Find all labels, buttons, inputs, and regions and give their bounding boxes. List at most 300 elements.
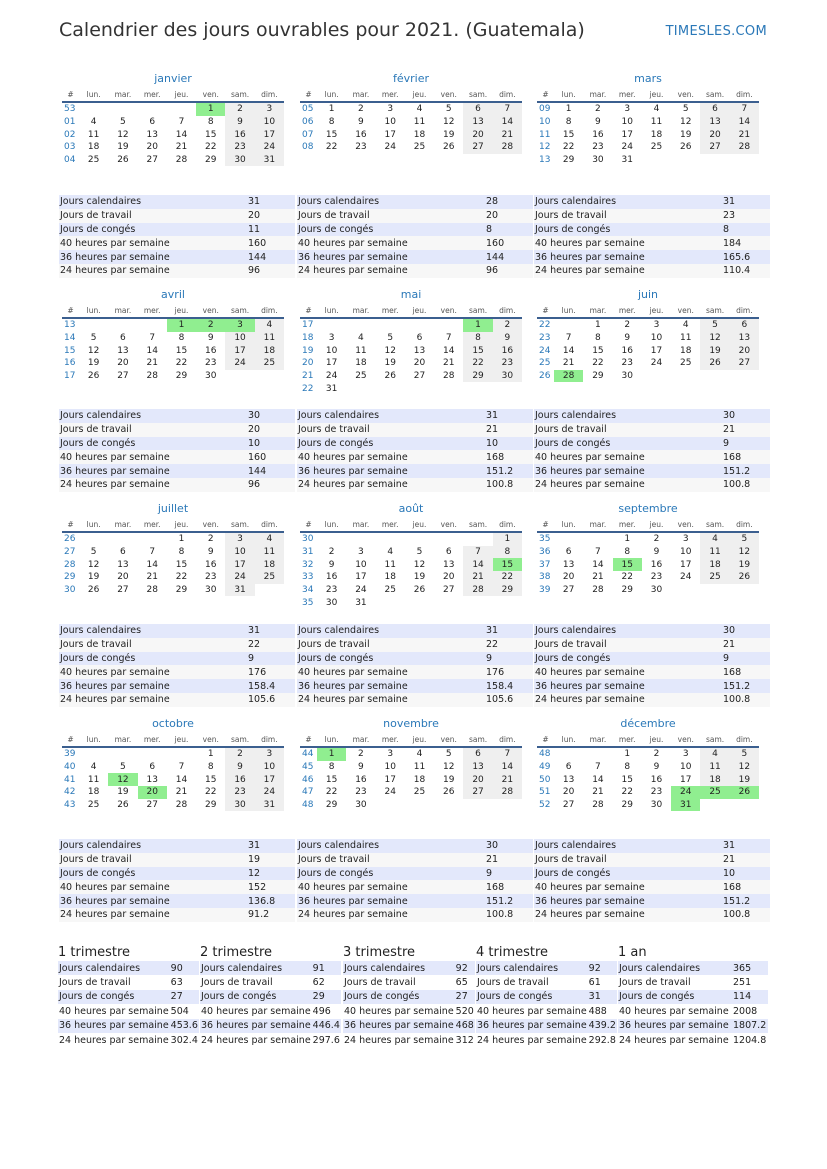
day-cell[interactable]: 23 [325,585,338,596]
day-cell[interactable]: 22 [562,142,575,153]
day-cell[interactable]: 17 [255,773,284,786]
day-cell[interactable]: 1 [317,747,346,761]
day-cell[interactable]: 29 [592,371,604,382]
day-cell[interactable]: 30 [493,370,522,383]
day-cell[interactable]: 16 [493,344,522,357]
day-cell[interactable]: 16 [205,559,217,570]
day-cell[interactable]: 22 [325,142,338,153]
day-cell[interactable]: 17 [355,572,367,583]
day-cell[interactable]: 12 [730,761,759,774]
day-cell[interactable]: 13 [463,761,492,774]
day-cell[interactable]: 10 [255,116,284,129]
day-cell[interactable]: 14 [493,761,522,774]
day-cell[interactable]: 18 [680,345,692,356]
day-cell[interactable]: 14 [592,774,604,785]
day-cell[interactable]: 24 [255,141,284,154]
day-cell[interactable]: 31 [225,584,254,597]
day-cell[interactable]: 8 [207,117,214,128]
day-cell[interactable]: 10 [384,117,396,128]
day-cell[interactable]: 9 [207,333,214,344]
day-cell[interactable]: 9 [328,559,335,570]
day-cell[interactable]: 4 [90,117,97,128]
day-cell[interactable]: 11 [255,332,284,345]
day-cell[interactable]: 29 [205,155,217,166]
day-cell[interactable]: 9 [653,547,660,558]
day-cell[interactable]: 1 [196,102,225,116]
day-cell[interactable]: 17 [384,774,396,785]
day-cell[interactable]: 15 [621,774,633,785]
day-cell[interactable]: 5 [445,749,452,760]
day-cell[interactable]: 25 [355,371,367,382]
day-cell[interactable]: 25 [87,800,100,811]
day-cell[interactable]: 10 [355,559,367,570]
day-cell[interactable]: 16 [650,559,663,570]
day-cell[interactable]: 25 [255,571,284,584]
day-cell[interactable]: 21 [146,572,158,583]
day-cell[interactable]: 7 [149,333,156,344]
day-cell[interactable]: 5 [120,117,126,128]
day-cell[interactable]: 18 [87,142,100,153]
day-cell[interactable]: 4 [416,104,423,115]
day-cell[interactable]: 29 [205,800,217,811]
day-cell[interactable]: 30 [225,154,254,167]
day-cell[interactable]: 24 [621,142,633,153]
day-cell[interactable]: 24 [680,572,692,583]
day-cell[interactable]: 2 [196,318,225,332]
day-cell[interactable]: 30 [621,371,633,382]
day-cell[interactable]: 26 [384,371,396,382]
day-cell[interactable]: 9 [653,762,660,773]
day-cell[interactable]: 14 [443,345,455,356]
day-cell[interactable]: 11 [255,546,284,559]
day-cell[interactable]: 24 [671,786,700,799]
day-cell[interactable]: 15 [463,344,492,357]
day-cell[interactable]: 1 [595,320,601,331]
day-cell[interactable]: 12 [87,345,100,356]
day-cell[interactable]: 21 [463,571,492,584]
day-cell[interactable]: 27 [413,371,426,382]
day-cell[interactable]: 22 [621,787,633,798]
day-cell[interactable]: 20 [117,572,129,583]
day-cell[interactable]: 7 [595,547,601,558]
day-cell[interactable]: 28 [493,786,522,799]
day-cell[interactable]: 15 [175,345,188,356]
day-cell[interactable]: 2 [653,534,660,545]
day-cell[interactable]: 14 [493,116,522,129]
day-cell[interactable]: 10 [325,345,338,356]
day-cell[interactable]: 11 [413,117,426,128]
day-cell[interactable]: 18 [650,129,663,140]
day-cell[interactable]: 13 [146,774,158,785]
day-cell[interactable]: 11 [413,762,426,773]
day-cell[interactable]: 21 [493,773,522,786]
day-cell[interactable]: 14 [463,558,492,571]
day-cell[interactable]: 16 [225,773,254,786]
day-cell[interactable]: 12 [108,773,137,786]
day-cell[interactable]: 29 [621,800,633,811]
day-cell[interactable]: 28 [592,585,604,596]
day-cell[interactable]: 4 [255,532,284,546]
day-cell[interactable]: 1 [178,534,185,545]
day-cell[interactable]: 7 [595,762,601,773]
day-cell[interactable]: 20 [463,128,492,141]
day-cell[interactable]: 20 [117,358,129,369]
day-cell[interactable]: 26 [730,571,759,584]
day-cell[interactable]: 10 [621,117,633,128]
day-cell[interactable]: 13 [730,332,759,345]
day-cell[interactable]: 3 [358,547,364,558]
day-cell[interactable]: 30 [205,371,217,382]
day-cell[interactable]: 7 [730,102,759,116]
day-cell[interactable]: 7 [463,546,492,559]
day-cell[interactable]: 27 [146,155,158,166]
day-cell[interactable]: 15 [325,774,338,785]
day-cell[interactable]: 19 [443,774,455,785]
day-cell[interactable]: 20 [443,572,455,583]
day-cell[interactable]: 2 [328,547,335,558]
day-cell[interactable]: 2 [207,534,214,545]
day-cell[interactable]: 8 [624,762,631,773]
day-cell[interactable]: 7 [178,762,185,773]
day-cell[interactable]: 25 [255,357,284,370]
day-cell[interactable]: 2 [225,102,254,116]
day-cell[interactable]: 16 [650,774,663,785]
day-cell[interactable]: 5 [730,532,759,546]
day-cell[interactable]: 16 [355,774,367,785]
day-cell[interactable]: 5 [700,318,729,332]
day-cell[interactable]: 30 [592,155,604,166]
day-cell[interactable]: 30 [225,799,254,812]
day-cell[interactable]: 9 [225,116,254,129]
day-cell[interactable]: 1 [463,318,492,332]
day-cell[interactable]: 9 [358,762,364,773]
day-cell[interactable]: 3 [387,749,394,760]
day-cell[interactable]: 3 [624,104,631,115]
day-cell[interactable]: 22 [175,572,188,583]
day-cell[interactable]: 1 [624,749,631,760]
day-cell[interactable]: 22 [325,787,338,798]
day-cell[interactable]: 5 [90,547,97,558]
day-cell[interactable]: 1 [328,104,335,115]
day-cell[interactable]: 17 [225,558,254,571]
day-cell[interactable]: 5 [120,762,126,773]
day-cell[interactable]: 25 [680,358,692,369]
day-cell[interactable]: 25 [87,155,100,166]
day-cell[interactable]: 27 [700,141,729,154]
day-cell[interactable]: 22 [621,572,633,583]
day-cell[interactable]: 18 [700,773,729,786]
day-cell[interactable]: 13 [146,129,158,140]
day-cell[interactable]: 29 [493,584,522,597]
day-cell[interactable]: 4 [358,333,364,344]
day-cell[interactable]: 10 [225,546,254,559]
day-cell[interactable]: 11 [650,117,663,128]
day-cell[interactable]: 22 [592,358,604,369]
day-cell[interactable]: 16 [355,129,367,140]
day-cell[interactable]: 21 [175,787,188,798]
day-cell[interactable]: 21 [175,142,188,153]
day-cell[interactable]: 28 [463,584,492,597]
day-cell[interactable]: 11 [700,546,729,559]
day-cell[interactable]: 19 [87,572,100,583]
day-cell[interactable]: 8 [328,117,335,128]
day-cell[interactable]: 7 [565,333,572,344]
day-cell[interactable]: 4 [700,747,729,761]
day-cell[interactable]: 6 [120,333,126,344]
day-cell[interactable]: 6 [565,547,572,558]
day-cell[interactable]: 30 [650,800,663,811]
day-cell[interactable]: 2 [358,749,364,760]
day-cell[interactable]: 17 [255,128,284,141]
day-cell[interactable]: 4 [700,532,729,546]
day-cell[interactable]: 25 [413,142,426,153]
day-cell[interactable]: 26 [443,142,455,153]
day-cell[interactable]: 21 [443,358,455,369]
day-cell[interactable]: 8 [624,547,631,558]
day-cell[interactable]: 23 [205,358,217,369]
day-cell[interactable]: 23 [650,787,663,798]
day-cell[interactable]: 24 [650,358,663,369]
day-cell[interactable]: 2 [493,318,522,332]
day-cell[interactable]: 17 [650,345,663,356]
day-cell[interactable]: 31 [621,155,633,166]
day-cell[interactable]: 3 [225,318,254,332]
day-cell[interactable]: 11 [87,774,100,785]
day-cell[interactable]: 22 [463,357,492,370]
day-cell[interactable]: 11 [700,761,729,774]
day-cell[interactable]: 12 [730,546,759,559]
day-cell[interactable]: 26 [87,371,100,382]
day-cell[interactable]: 29 [463,370,492,383]
day-cell[interactable]: 26 [117,155,129,166]
day-cell[interactable]: 12 [87,559,100,570]
day-cell[interactable]: 15 [562,129,575,140]
day-cell[interactable]: 19 [730,773,759,786]
day-cell[interactable]: 16 [225,128,254,141]
day-cell[interactable]: 15 [592,345,604,356]
day-cell[interactable]: 18 [355,358,367,369]
day-cell[interactable]: 9 [493,332,522,345]
day-cell[interactable]: 20 [700,128,729,141]
day-cell[interactable]: 3 [387,104,394,115]
day-cell[interactable]: 19 [117,787,129,798]
day-cell[interactable]: 24 [325,371,338,382]
day-cell[interactable]: 17 [325,358,338,369]
day-cell[interactable]: 31 [355,597,367,608]
day-cell[interactable]: 27 [562,585,575,596]
day-cell[interactable]: 20 [562,787,575,798]
day-cell[interactable]: 4 [682,320,689,331]
day-cell[interactable]: 6 [149,117,156,128]
day-cell[interactable]: 30 [355,800,367,811]
day-cell[interactable]: 14 [730,116,759,129]
day-cell[interactable]: 8 [178,547,185,558]
day-cell[interactable]: 12 [680,117,692,128]
day-cell[interactable]: 23 [355,142,367,153]
day-cell[interactable]: 10 [650,333,663,344]
day-cell[interactable]: 3 [255,747,284,761]
day-cell[interactable]: 5 [416,547,423,558]
day-cell[interactable]: 20 [146,142,158,153]
day-cell[interactable]: 13 [700,116,729,129]
day-cell[interactable]: 16 [205,345,217,356]
day-cell[interactable]: 24 [225,571,254,584]
day-cell[interactable]: 17 [225,344,254,357]
day-cell[interactable]: 19 [87,358,100,369]
day-cell[interactable]: 5 [730,747,759,761]
day-cell[interactable]: 6 [445,547,452,558]
day-cell[interactable]: 17 [680,774,692,785]
day-cell[interactable]: 17 [384,129,396,140]
day-cell[interactable]: 11 [680,333,692,344]
day-cell[interactable]: 9 [207,547,214,558]
day-cell[interactable]: 2 [358,104,364,115]
day-cell[interactable]: 4 [387,547,394,558]
day-cell[interactable]: 7 [178,117,185,128]
day-cell[interactable]: 3 [328,333,335,344]
day-cell[interactable]: 19 [700,344,729,357]
day-cell[interactable]: 18 [700,558,729,571]
day-cell[interactable]: 6 [463,747,492,761]
day-cell[interactable]: 25 [650,142,663,153]
day-cell[interactable]: 9 [595,117,601,128]
day-cell[interactable]: 27 [146,800,158,811]
day-cell[interactable]: 2 [653,749,660,760]
day-cell[interactable]: 24 [384,142,396,153]
day-cell[interactable]: 8 [207,762,214,773]
day-cell[interactable]: 6 [120,547,126,558]
day-cell[interactable]: 9 [624,333,631,344]
day-cell[interactable]: 27 [443,585,455,596]
day-cell[interactable]: 8 [463,332,492,345]
day-cell[interactable]: 23 [225,141,254,154]
day-cell[interactable]: 22 [175,358,188,369]
day-cell[interactable]: 27 [730,357,759,370]
day-cell[interactable]: 29 [325,800,338,811]
day-cell[interactable]: 23 [621,358,633,369]
day-cell[interactable]: 24 [225,357,254,370]
day-cell[interactable]: 19 [384,358,396,369]
day-cell[interactable]: 19 [680,129,692,140]
day-cell[interactable]: 10 [255,761,284,774]
day-cell[interactable]: 4 [255,318,284,332]
day-cell[interactable]: 26 [443,787,455,798]
day-cell[interactable]: 27 [463,141,492,154]
day-cell[interactable]: 12 [700,332,729,345]
day-cell[interactable]: 14 [562,345,575,356]
day-cell[interactable]: 20 [562,572,575,583]
day-cell[interactable]: 2 [225,747,254,761]
day-cell[interactable]: 23 [205,572,217,583]
day-cell[interactable]: 28 [554,370,583,383]
day-cell[interactable]: 16 [621,345,633,356]
day-cell[interactable]: 23 [225,786,254,799]
day-cell[interactable]: 18 [413,129,426,140]
day-cell[interactable]: 31 [255,799,284,812]
day-cell[interactable]: 30 [650,585,663,596]
day-cell[interactable]: 7 [149,547,156,558]
day-cell[interactable]: 26 [730,786,759,799]
day-cell[interactable]: 9 [225,761,254,774]
day-cell[interactable]: 13 [117,345,129,356]
day-cell[interactable]: 27 [562,800,575,811]
day-cell[interactable]: 13 [463,116,492,129]
day-cell[interactable]: 12 [413,559,426,570]
day-cell[interactable]: 11 [355,345,367,356]
day-cell[interactable]: 28 [175,800,188,811]
day-cell[interactable]: 11 [384,559,396,570]
day-cell[interactable]: 4 [90,762,97,773]
day-cell[interactable]: 30 [205,585,217,596]
day-cell[interactable]: 12 [443,762,455,773]
day-cell[interactable]: 26 [87,585,100,596]
day-cell[interactable]: 26 [680,142,692,153]
day-cell[interactable]: 1 [624,534,631,545]
day-cell[interactable]: 6 [149,762,156,773]
day-cell[interactable]: 11 [87,129,100,140]
day-cell[interactable]: 29 [562,155,575,166]
day-cell[interactable]: 7 [445,333,452,344]
day-cell[interactable]: 24 [355,585,367,596]
day-cell[interactable]: 20 [138,786,167,799]
day-cell[interactable]: 19 [413,572,426,583]
day-cell[interactable]: 9 [358,117,364,128]
day-cell[interactable]: 15 [205,129,217,140]
day-cell[interactable]: 4 [416,749,423,760]
day-cell[interactable]: 29 [175,585,188,596]
day-cell[interactable]: 28 [146,371,158,382]
day-cell[interactable]: 3 [225,532,254,546]
day-cell[interactable]: 16 [325,572,338,583]
day-cell[interactable]: 8 [328,762,335,773]
day-cell[interactable]: 8 [178,333,185,344]
day-cell[interactable]: 28 [592,800,604,811]
day-cell[interactable]: 12 [384,345,396,356]
day-cell[interactable]: 6 [700,102,729,116]
day-cell[interactable]: 14 [175,774,188,785]
day-cell[interactable]: 31 [255,154,284,167]
day-cell[interactable]: 31 [671,799,700,812]
day-cell[interactable]: 5 [445,104,452,115]
day-cell[interactable]: 3 [682,534,689,545]
day-cell[interactable]: 21 [592,572,604,583]
day-cell[interactable]: 23 [650,572,663,583]
day-cell[interactable]: 7 [493,102,522,116]
day-cell[interactable]: 24 [255,786,284,799]
day-cell[interactable]: 13 [117,559,129,570]
day-cell[interactable]: 3 [682,749,689,760]
day-cell[interactable]: 22 [205,142,217,153]
day-cell[interactable]: 16 [592,129,604,140]
day-cell[interactable]: 3 [255,102,284,116]
day-cell[interactable]: 18 [255,344,284,357]
day-cell[interactable]: 19 [443,129,455,140]
day-cell[interactable]: 15 [175,559,188,570]
day-cell[interactable]: 21 [493,128,522,141]
day-cell[interactable]: 18 [384,572,396,583]
day-cell[interactable]: 15 [205,774,217,785]
day-cell[interactable]: 6 [416,333,423,344]
day-cell[interactable]: 5 [682,104,689,115]
day-cell[interactable]: 21 [730,128,759,141]
day-cell[interactable]: 23 [355,787,367,798]
day-cell[interactable]: 15 [493,558,522,571]
day-cell[interactable]: 10 [225,332,254,345]
day-cell[interactable]: 5 [90,333,97,344]
day-cell[interactable]: 20 [730,344,759,357]
day-cell[interactable]: 5 [387,333,394,344]
day-cell[interactable]: 19 [117,142,129,153]
